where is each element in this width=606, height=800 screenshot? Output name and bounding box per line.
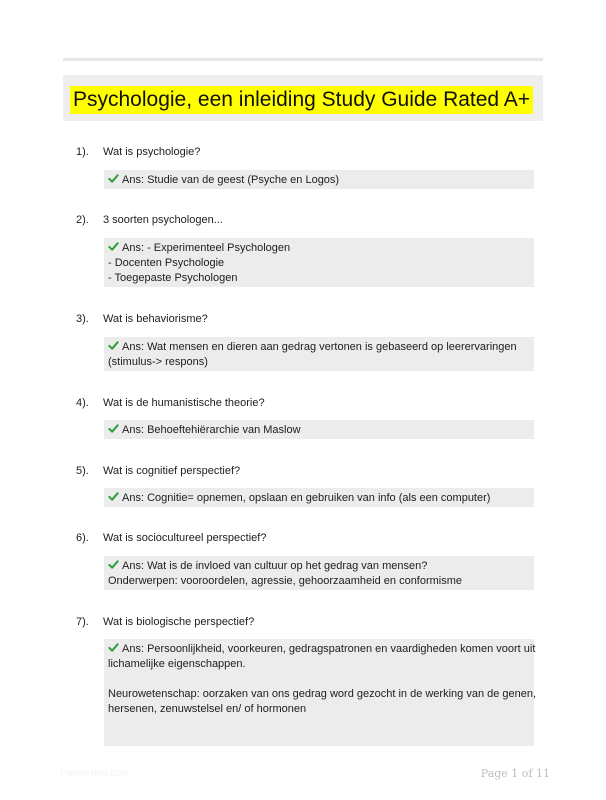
answer-box <box>104 170 534 189</box>
question-text: Wat is behaviorisme? <box>103 313 208 325</box>
answer-text: (stimulus-> respons) <box>108 356 208 368</box>
document-title: Psychologie, een inleiding Study Guide Rated A+ <box>70 86 533 114</box>
answer-text: Neurowetenschap: oorzaken van ons gedrag word gezocht in de werking van de genen, <box>108 688 537 700</box>
ans-prefix: Ans: <box>122 560 145 572</box>
answer-box <box>104 488 534 507</box>
answer-text: hersenen, zenuwstelsel en/ of hormonen <box>108 703 307 715</box>
check-icon <box>108 642 119 653</box>
ans-prefix: Ans: <box>122 341 145 353</box>
answer-box <box>104 337 534 371</box>
answer-line <box>108 340 530 355</box>
answer-line <box>108 559 530 574</box>
answer-box <box>104 238 534 287</box>
ans-prefix: Ans: <box>122 242 145 254</box>
ans-prefix: Ans: <box>122 492 145 504</box>
answer-box <box>104 420 534 439</box>
answer-line <box>108 173 530 188</box>
answer-text: Wat is de invloed van cultuur op het gedrag van mensen? <box>147 560 428 572</box>
answer-line <box>108 241 530 256</box>
check-icon <box>108 241 119 252</box>
answer-text: Persoonlijkheid, voorkeuren, gedragspatronen en vaardigheden komen voort uit <box>147 643 536 655</box>
question-text: Wat is sociocultureel perspectief? <box>103 532 267 544</box>
answer-text: Studie van de geest (Psyche en Logos) <box>147 174 340 186</box>
answer-text: Behoeftehiërarchie van Maslow <box>147 424 301 436</box>
answer-line <box>108 491 530 506</box>
ans-prefix: Ans: <box>122 174 145 186</box>
check-icon <box>108 491 119 502</box>
answer-text: - Experimenteel Psychologen <box>147 242 291 254</box>
question-number: 1). <box>76 146 89 158</box>
top-rule <box>63 58 543 61</box>
question-text: 3 soorten psychologen... <box>103 214 223 226</box>
question-number: 5). <box>76 465 89 477</box>
answer-box <box>104 639 537 746</box>
page-number: Page 1 of 11 <box>480 767 550 780</box>
answer-text: Cognitie= opnemen, opslaan en gebruiken van info (als een computer) <box>147 492 491 504</box>
answer-text: lichamelijke eigenschappen. <box>108 658 246 670</box>
answer-line <box>108 642 536 657</box>
check-icon <box>108 340 119 351</box>
ans-prefix: Ans: <box>122 643 145 655</box>
answer-box <box>104 556 534 590</box>
question-text: Wat is biologische perspectief? <box>103 616 255 628</box>
answer-text: Wat mensen en dieren aan gedrag vertonen is gebaseerd op leerervaringen <box>147 341 517 353</box>
answer-text: Onderwerpen: vooroordelen, agressie, gehoorzaamheid en conformisme <box>108 575 463 587</box>
answer-text: - Docenten Psychologie <box>108 257 225 269</box>
answer-line <box>108 423 530 438</box>
question-number: 2). <box>76 214 89 226</box>
check-icon <box>108 173 119 184</box>
question-text: Wat is cognitief perspectief? <box>103 465 241 477</box>
footer-watermark: PaperHelp.com <box>60 768 129 779</box>
question-number: 6). <box>76 532 89 544</box>
question-text: Wat is de humanistische theorie? <box>103 397 265 409</box>
paragraph-gap <box>108 672 530 687</box>
ans-prefix: Ans: <box>122 424 145 436</box>
question-number: 4). <box>76 397 89 409</box>
question-number: 7). <box>76 616 89 628</box>
question-text: Wat is psychologie? <box>103 146 201 158</box>
question-number: 3). <box>76 313 89 325</box>
check-icon <box>108 559 119 570</box>
answer-text: - Toegepaste Psychologen <box>108 272 238 284</box>
check-icon <box>108 423 119 434</box>
